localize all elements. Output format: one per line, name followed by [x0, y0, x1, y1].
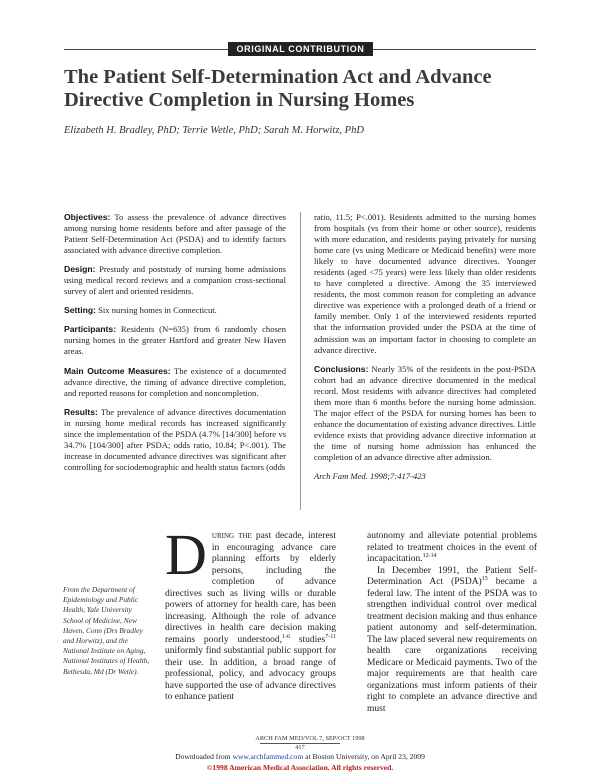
abstract-right-column	[314, 212, 536, 490]
abstract-design	[64, 264, 286, 297]
abstract-outcome-measures	[64, 366, 286, 399]
banner-label: ORIGINAL CONTRIBUTION	[228, 42, 373, 56]
body-column-2	[367, 531, 537, 715]
abstract-objectives	[64, 212, 286, 256]
results-label: Results:	[64, 406, 98, 417]
setting-text: Six nursing homes in Connecticut.	[98, 305, 217, 316]
psda-paragraph	[367, 566, 537, 716]
participants-text: Residents (N=635) from 6 randomly chosen nursing homes in the greater Hartford and greater New Haven areas.	[64, 324, 286, 357]
intro-paragraph	[165, 522, 337, 704]
download-notice	[0, 752, 600, 761]
objectives-text: To assess the prevalence of advance directives among nursing home residents before and after passage of the Patient Self-Determination Act (PSDA) and to identify factors associated with advance directive completion.	[64, 212, 287, 256]
abstract-results-continued: ratio, 11.5; P<.001). Residents admitted to the nursing homes from hospitals (vs from their home or other source), residents with more education, and residents paying privately for nursing home care (vs using Medicare or Medicaid benefits) were more likely to have documented advance directives. Younger residents (aged <75 years) were less likely than older residents to have completed a directive. Among the 35 interviewed residents, the most common reason for completing an advance directive was experience with a prolonged death of a friend or family member. Only 1 of the interviewed residents reported that the information provided under the PSDA at the time of admission was an important factor in choosing to complete an advance directive.	[314, 212, 536, 355]
download-link[interactable]: www.archfammed.com	[232, 752, 304, 761]
title-line-1: The Patient Self-Determination Act and Advance	[64, 66, 492, 88]
col2-text-b: In December 1991, the Patient Self-Determination Act (PSDA)	[367, 565, 537, 587]
section-banner	[64, 42, 536, 56]
participants-label: Participants:	[64, 324, 117, 335]
setting-label: Setting:	[64, 305, 96, 316]
title-line-2: Directive Completion in Nursing Homes	[64, 89, 415, 111]
abstract-results	[64, 407, 286, 473]
abstract-setting	[64, 305, 286, 316]
intro-text-a: past decade, interest in encouraging advance care planning efforts by elderly persons, including the completion of advance directives such as living wills or durable powers of attorney for health care, has been increasing. Although the role of advance directives in health care decision making remains poorly understood,	[165, 531, 336, 645]
conclusions-label: Conclusions:	[314, 363, 369, 374]
reference-15: 15	[481, 575, 488, 582]
drop-cap: D	[165, 522, 207, 587]
conclusions-text: Nearly 35% of the residents in the post-PSDA cohort had an advance directive documented in the medical record. Most residents with advance directives had completed them more than 6 months before the nursing home admission. The major effect of the PSDA for nursing homes has been to enhance the documentation of existing advance directives. Little evidence exists that providing advance directive information at the time of nursing home admission has enhanced the completion of an advance directive after admission.	[314, 363, 536, 462]
footer-journal: ARCH FAM MED/VOL 7, SEP/OCT 1998	[255, 735, 365, 742]
author-affiliation: From the Department of Epidemiology and Public Health, Yale University School of Medicine, New Haven, Conn (Drs Bradley and Horwitz), and the National Institute on Aging, National Institutes of Health, Bethesda, Md (Dr Wetle).	[63, 585, 150, 676]
design-text: Prestudy and poststudy of nursing home admissions using medical record reviews and a companion cross-sectional survey of alert and oriented residents.	[64, 264, 286, 297]
abstract-column-divider	[300, 212, 301, 510]
body-column-1	[165, 522, 337, 704]
abstract-participants	[64, 324, 286, 357]
results-text: The prevalence of advance directives documentation in nursing home medical records has increased significantly since the implementation of the PSDA (4.7% [14/300] before vs 34.7% [104/300] after PSDA; odds ratio, 10.84; P<.001). The increase in documented advance directives was significant after controlling for sociodemographic and health status factors (odds	[64, 406, 286, 472]
lead-small-caps: uring the	[211, 531, 252, 541]
col2-text-a: autonomy and alleviate potential problems related to treatment choices in the event of incapacitation.	[367, 531, 537, 564]
intro-text-b: studies	[290, 634, 326, 645]
col2-text-c: became a federal law. The intent of the PSDA was to strengthen individual control over medical treatment decision making and thus enhance patient autonomy and self-determination. The law placed several new requirements on health care organizations receiving Medicare or Medicaid payments. Two of the major requirements are that health care organizations must inform patients of their right to complete an advance directive and must	[367, 577, 537, 714]
design-label: Design:	[64, 264, 96, 275]
outcome-label: Main Outcome Measures:	[64, 365, 171, 376]
abstract-left-column	[64, 212, 286, 481]
article-title	[64, 66, 534, 112]
page-number: 417	[295, 744, 305, 751]
reference-1-6: 1-6	[282, 633, 291, 640]
objectives-label: Objectives:	[64, 212, 111, 222]
abstract-conclusions	[314, 364, 536, 463]
download-prefix: Downloaded from	[175, 752, 233, 761]
author-list: Elizabeth H. Bradley, PhD; Terrie Wetle, PhD; Sarah M. Horwitz, PhD	[64, 125, 364, 136]
outcome-text: The existence of a documented advance directive, the timing of advance directive completion, and reported reasons for completion and noncompletion.	[64, 365, 287, 398]
reference-12-14: 12-14	[422, 552, 437, 559]
intro-paragraph-continued	[367, 531, 537, 566]
journal-citation: Arch Fam Med. 1998;7:417-423	[314, 471, 426, 482]
intro-text-c: uniformly find substantial public support for their use. In addition, a broad range of professional, policy, and advocacy groups have supported the use of advance directives to enhance patient	[165, 646, 336, 702]
copyright-notice: ©1998 American Medical Association. All rights reserved.	[206, 763, 394, 772]
download-suffix: at Boston University, on April 23, 2009	[303, 752, 425, 761]
reference-7-11: 7-11	[325, 633, 337, 640]
